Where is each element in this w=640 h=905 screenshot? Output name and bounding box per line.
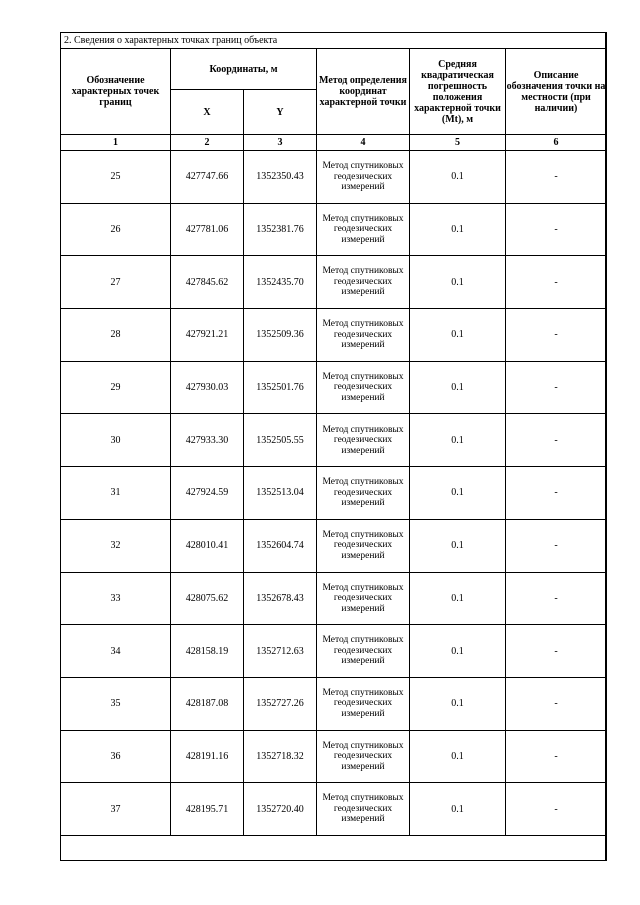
point-description: - — [506, 151, 607, 204]
mt-error: 0.1 — [410, 309, 506, 362]
point-number: 25 — [61, 151, 171, 204]
method: Метод спутниковых геодезических измерений — [317, 309, 410, 362]
method: Метод спутниковых геодезических измерений — [317, 256, 410, 309]
table-row — [61, 519, 607, 572]
coord-x: 428075.62 — [171, 572, 244, 625]
point-description: - — [506, 572, 607, 625]
empty-footer-row — [61, 835, 607, 860]
point-description: - — [506, 677, 607, 730]
point-number: 37 — [61, 783, 171, 836]
point-number: 33 — [61, 572, 171, 625]
coord-y: 1352509.36 — [244, 309, 317, 362]
table-row — [61, 625, 607, 678]
mt-error: 0.1 — [410, 203, 506, 256]
method: Метод спутниковых геодезических измерений — [317, 203, 410, 256]
method: Метод спутниковых геодезических измерений — [317, 467, 410, 520]
point-description: - — [506, 414, 607, 467]
table-row — [61, 677, 607, 730]
point-number: 29 — [61, 361, 171, 414]
method: Метод спутниковых геодезических измерений — [317, 677, 410, 730]
coord-x: 427921.21 — [171, 309, 244, 362]
mt-error: 0.1 — [410, 625, 506, 678]
point-number: 32 — [61, 519, 171, 572]
table-row — [61, 783, 607, 836]
method: Метод спутниковых геодезических измерений — [317, 730, 410, 783]
header-y: Y — [244, 90, 317, 135]
mt-error: 0.1 — [410, 783, 506, 836]
header-row-1 — [61, 49, 607, 90]
column-numbers-row — [61, 135, 607, 151]
mt-error: 0.1 — [410, 414, 506, 467]
column-number: 5 — [410, 135, 506, 151]
table-row — [61, 572, 607, 625]
point-number: 35 — [61, 677, 171, 730]
empty-cell — [61, 835, 607, 860]
coord-x: 427933.30 — [171, 414, 244, 467]
method: Метод спутниковых геодезических измерений — [317, 414, 410, 467]
table-row — [61, 414, 607, 467]
coord-y: 1352712.63 — [244, 625, 317, 678]
mt-error: 0.1 — [410, 256, 506, 309]
table-row — [61, 203, 607, 256]
table-row — [61, 361, 607, 414]
point-description: - — [506, 309, 607, 362]
mt-error: 0.1 — [410, 730, 506, 783]
table-row — [61, 256, 607, 309]
point-number: 34 — [61, 625, 171, 678]
point-number: 36 — [61, 730, 171, 783]
coord-y: 1352435.70 — [244, 256, 317, 309]
method: Метод спутниковых геодезических измерений — [317, 625, 410, 678]
coord-x: 427781.06 — [171, 203, 244, 256]
mt-error: 0.1 — [410, 467, 506, 520]
column-number: 6 — [506, 135, 607, 151]
point-number: 30 — [61, 414, 171, 467]
coord-y: 1352381.76 — [244, 203, 317, 256]
point-description: - — [506, 256, 607, 309]
coord-y: 1352350.43 — [244, 151, 317, 204]
point-number: 31 — [61, 467, 171, 520]
column-number: 3 — [244, 135, 317, 151]
coord-x: 428158.19 — [171, 625, 244, 678]
coord-y: 1352727.26 — [244, 677, 317, 730]
method: Метод спутниковых геодезических измерений — [317, 151, 410, 204]
section-title-row — [61, 33, 607, 49]
coord-x: 428187.08 — [171, 677, 244, 730]
header-coordinates: Координаты, м — [171, 49, 317, 90]
method: Метод спутниковых геодезических измерений — [317, 572, 410, 625]
point-description: - — [506, 519, 607, 572]
header-error: Средняя квадратическая погрешность положения характерной точки (Mt), м — [410, 49, 506, 135]
table-row — [61, 151, 607, 204]
coord-x: 428195.71 — [171, 783, 244, 836]
coord-x: 427845.62 — [171, 256, 244, 309]
point-description: - — [506, 730, 607, 783]
method: Метод спутниковых геодезических измерений — [317, 361, 410, 414]
column-number: 2 — [171, 135, 244, 151]
mt-error: 0.1 — [410, 361, 506, 414]
section-title: 2. Сведения о характерных точках границ объекта — [61, 33, 607, 49]
mt-error: 0.1 — [410, 519, 506, 572]
mt-error: 0.1 — [410, 572, 506, 625]
header-method: Метод определения координат характерной точки — [317, 49, 410, 135]
point-description: - — [506, 361, 607, 414]
header-designation: Обозначение характерных точек границ — [61, 49, 171, 135]
coord-y: 1352678.43 — [244, 572, 317, 625]
point-description: - — [506, 467, 607, 520]
header-description: Описание обозначения точки на местности (при наличии) — [506, 49, 607, 135]
table-row — [61, 467, 607, 520]
mt-error: 0.1 — [410, 151, 506, 204]
coord-x: 427747.66 — [171, 151, 244, 204]
coord-y: 1352720.40 — [244, 783, 317, 836]
coord-y: 1352501.76 — [244, 361, 317, 414]
point-description: - — [506, 783, 607, 836]
point-description: - — [506, 625, 607, 678]
coord-y: 1352505.55 — [244, 414, 317, 467]
method: Метод спутниковых геодезических измерений — [317, 783, 410, 836]
boundary-points-table — [60, 32, 607, 861]
point-number: 27 — [61, 256, 171, 309]
method: Метод спутниковых геодезических измерений — [317, 519, 410, 572]
coord-y: 1352513.04 — [244, 467, 317, 520]
coord-y: 1352718.32 — [244, 730, 317, 783]
column-number: 1 — [61, 135, 171, 151]
coord-y: 1352604.74 — [244, 519, 317, 572]
point-description: - — [506, 203, 607, 256]
table-row — [61, 309, 607, 362]
coord-x: 427924.59 — [171, 467, 244, 520]
coord-x: 428191.16 — [171, 730, 244, 783]
header-x: X — [171, 90, 244, 135]
coord-x: 428010.41 — [171, 519, 244, 572]
mt-error: 0.1 — [410, 677, 506, 730]
table-row — [61, 730, 607, 783]
point-number: 28 — [61, 309, 171, 362]
coord-x: 427930.03 — [171, 361, 244, 414]
column-number: 4 — [317, 135, 410, 151]
point-number: 26 — [61, 203, 171, 256]
